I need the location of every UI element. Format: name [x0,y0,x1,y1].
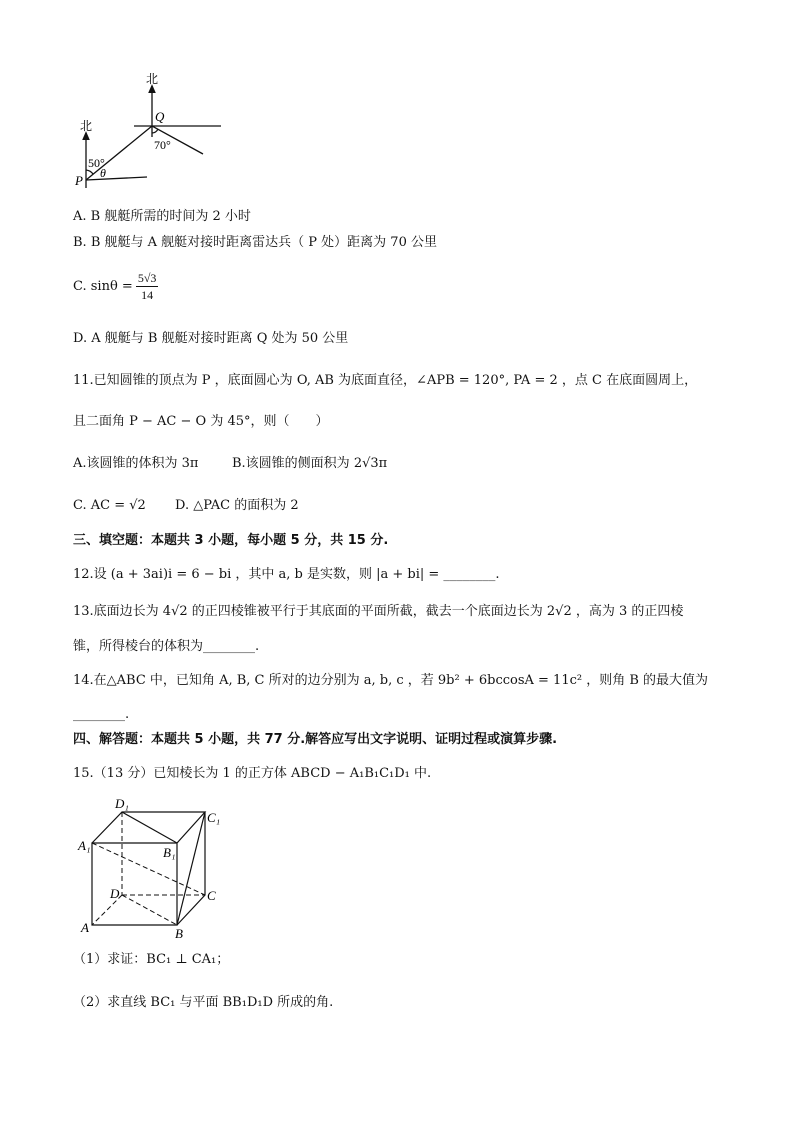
svg-text:C₁: C₁ [207,810,221,825]
q13-line2: 锥，所得棱台的体积为________. [73,639,260,654]
denominator: 14 [141,288,154,302]
q14-line2: ________. [73,707,130,722]
option-10a: A. B 舰艇所需的时间为 2 小时 [73,209,251,224]
q12: 12.设 (a + 3ai)i = 6 − bi ，其中 a, b 是实数，则 |a + bi| = ________. [73,567,500,582]
option-10c-label: C. sinθ = [73,279,133,294]
svg-text:D: D [110,886,120,901]
q14-line1: 14.在△ABC 中，已知角 A, B, C 所对的边分别为 a, b, c ，若 9b² + 6bccosA = 11c² ，则角 B 的最大值为 [73,673,709,688]
q13-line1: 13.底面边长为 4√2 的正四棱锥被平行于其底面的平面所截，截去一个底面边长为 2√2 ，高为 3 的正四棱 [73,604,684,619]
section-4-heading: 四、解答题：本题共 5 小题，共 77 分.解答应写出文字说明、证明过程或演算步骤. [73,732,558,747]
svg-text:Q: Q [155,109,165,124]
svg-text:北: 北 [80,119,93,133]
compass-figure [60,60,300,200]
option-11a: A.该圆锥的体积为 3π [73,456,199,471]
svg-text:B₁: B₁ [163,845,176,860]
svg-text:A₁: A₁ [78,838,91,853]
svg-text:C: C [207,888,216,903]
option-10d: D. A 舰艇与 B 舰艇对接时距离 Q 处为 50 公里 [73,331,349,346]
svg-text:北: 北 [146,72,159,86]
q15-part1: （1）求证：BC₁ ⊥ CA₁； [73,952,230,967]
option-11c: C. AC = √2 [73,498,146,513]
svg-text:50°: 50° [88,156,105,170]
svg-text:70°: 70° [154,138,171,152]
numerator: 5√3 [137,271,157,285]
svg-text:A: A [81,920,89,935]
fraction [136,270,159,303]
q15-stem: 15.（13 分）已知棱长为 1 的正方体 ABCD − A₁B₁C₁D₁ 中. [73,766,432,781]
option-10b: B. B 舰艇与 A 舰艇对接时距离雷达兵（ P 处）距离为 70 公里 [73,235,437,250]
option-10c [73,270,158,303]
svg-text:θ: θ [100,166,106,180]
q11-line1: 11.已知圆锥的顶点为 P ，底面圆心为 O, AB 为底面直径，∠APB = 120°, PA = 2 ，点 C 在底面圆周上， [73,373,698,388]
option-11b: B.该圆锥的侧面积为 2√3π [232,456,388,471]
cube-figure [70,790,230,940]
q15-part2: （2）求直线 BC₁ 与平面 BB₁D₁D 所成的角. [73,995,334,1010]
q11-line2: 且二面角 P − AC − O 为 45°，则（ ） [73,414,329,429]
svg-text:B: B [175,926,183,940]
svg-text:D₁: D₁ [115,796,129,811]
option-11d: D. △PAC 的面积为 2 [175,498,299,513]
svg-text:P: P [75,173,83,188]
section-3-heading: 三、填空题：本题共 3 小题，每小题 5 分，共 15 分. [73,533,389,548]
